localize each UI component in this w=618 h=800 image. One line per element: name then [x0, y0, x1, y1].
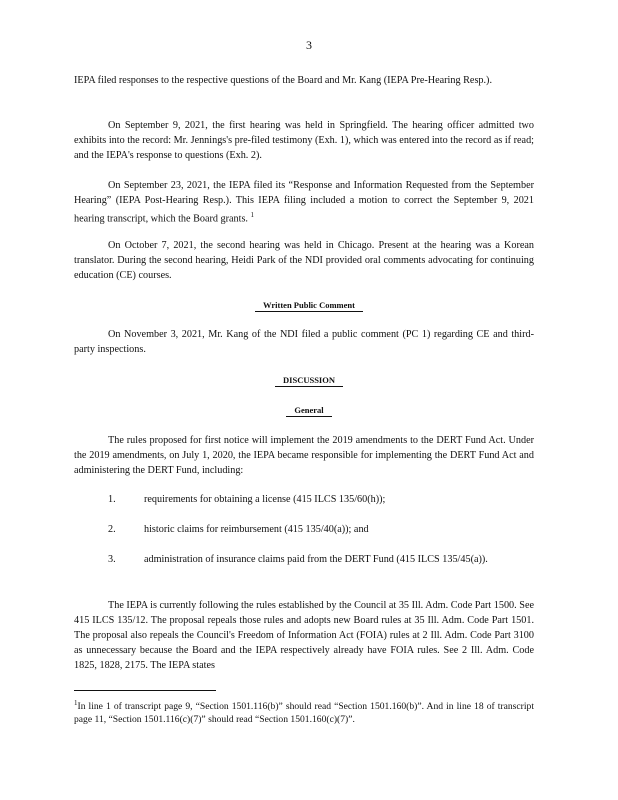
paragraph-rules-proposed: The rules proposed for first notice will implement the 2019 amendments to the DERT Fund Act. Under the 2019 amendments, on July 1, 2020, the IEPA became responsible for implementing the DERT Fund Act and administering the DERT Fund, including: — [74, 435, 534, 476]
paragraph-post-hearing-text: On September 23, 2021, the IEPA filed its “Response and Information Requested from the September Hearing” (IEPA Post-Hearing Resp.). This IEPA filing included a motion to correct the September 9, 2021 hearing transcript, which the Board grants. — [74, 180, 534, 225]
footnote-reference: 1 — [250, 211, 255, 219]
paragraph-post-hearing-response — [74, 178, 534, 226]
heading-written-public-comment: Written Public Comment — [0, 300, 618, 310]
page-number: 3 — [306, 38, 312, 52]
list-item-number: 1. — [108, 494, 116, 505]
paragraph-iepa-current-rules: The IEPA is currently following the rules established by the Council at 35 Ill. Adm. Code Part 1500. See 415 ILCS 135/12. The proposal repeals those rules and adopts new Board rules at 35 Ill. Adm. Code Part 1501. The proposal also repeals the Council's Freedom of Information Act (FOIA) rules at 2 Ill. Adm. Code Part 3100 as unnecessary because the Board and the IEPA respectively already have FOIA rules. See 2 Ill. Adm. Code 1825, 1828, 2175. The IEPA states — [74, 600, 534, 671]
list-item-text: requirements for obtaining a license (415 ILCS 135/60(h)); — [144, 494, 386, 505]
footnote-marker: 1 — [74, 699, 78, 707]
heading-discussion: DISCUSSION — [0, 375, 618, 385]
paragraph-iepa-responses: IEPA filed responses to the respective questions of the Board and Mr. Kang (IEPA Pre-Hearing Resp.). — [74, 75, 492, 86]
heading-general: General — [0, 405, 618, 415]
paragraph-second-hearing: On October 7, 2021, the second hearing was held in Chicago. Present at the hearing was a Korean translator. During the second hearing, Heidi Park of the NDI provided oral comments advocating for continuing education (CE) courses. — [74, 240, 534, 281]
list-item-text: historic claims for reimbursement (415 135/40(a)); and — [144, 524, 369, 535]
footnote — [74, 697, 534, 726]
footnote-text: In line 1 of transcript page 9, “Section 1501.116(b)” should read “Section 1501.160(b)”. And in line 18 of transcript page 11, “Section 1501.116(c)(7)” should read “Section 1501.160(c)(7)”. — [74, 701, 534, 726]
footnote-divider — [74, 690, 216, 691]
paragraph-public-comment: On November 3, 2021, Mr. Kang of the NDI filed a public comment (PC 1) regarding CE and third-party inspections. — [74, 329, 534, 355]
list-item-number: 2. — [108, 524, 116, 535]
list-item-text: administration of insurance claims paid from the DERT Fund (415 ILCS 135/45(a)). — [144, 554, 488, 565]
paragraph-first-hearing: On September 9, 2021, the first hearing was held in Springfield. The hearing officer admitted two exhibits into the record: Mr. Jennings's pre-filed testimony (Exh. 1), which was entered into the record as if read; and the IEPA's response to questions (Exh. 2). — [74, 120, 534, 161]
list-item-number: 3. — [108, 554, 116, 565]
